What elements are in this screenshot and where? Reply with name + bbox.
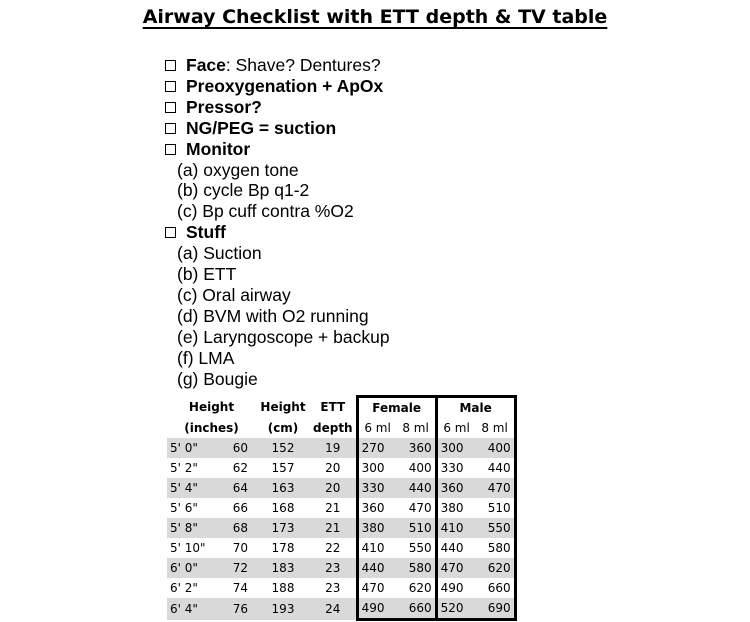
checklist bbox=[165, 55, 390, 390]
checklist-item-pressor bbox=[165, 97, 390, 118]
header-female: Female bbox=[357, 397, 436, 419]
table-header-row bbox=[167, 397, 515, 419]
height-feet-cell: 5' 2" bbox=[167, 458, 209, 478]
monitor-label: Monitor bbox=[186, 138, 251, 159]
male-8ml-cell: 580 bbox=[476, 538, 516, 558]
table-row bbox=[167, 438, 515, 458]
header-depth: depth bbox=[313, 421, 353, 435]
monitor-subitem: (b) cycle Bp q1-2 bbox=[177, 180, 310, 201]
ett-depth-cell: 19 bbox=[310, 438, 357, 458]
header-cm: (cm) bbox=[267, 421, 299, 435]
stuff-subitem: (b) ETT bbox=[177, 264, 237, 285]
checklist-item-preoxygenation bbox=[165, 76, 390, 97]
male-8ml-cell: 690 bbox=[476, 598, 516, 620]
male-6ml-cell: 300 bbox=[436, 438, 476, 458]
male-8ml-cell: 550 bbox=[476, 518, 516, 538]
female-8ml-cell: 510 bbox=[397, 518, 437, 538]
table-row bbox=[167, 518, 515, 538]
male-6ml-cell: 330 bbox=[436, 458, 476, 478]
female-6ml-cell: 470 bbox=[357, 578, 397, 598]
female-6ml-cell: 440 bbox=[357, 558, 397, 578]
stuff-label: Stuff bbox=[186, 222, 226, 243]
height-cm-cell: 183 bbox=[256, 558, 310, 578]
header-male-6ml: 6 ml bbox=[443, 421, 470, 435]
female-6ml-cell: 270 bbox=[357, 438, 397, 458]
checkbox-stuff[interactable] bbox=[165, 227, 176, 238]
female-6ml-cell: 380 bbox=[357, 518, 397, 538]
female-8ml-cell: 660 bbox=[397, 598, 437, 620]
page-title: Airway Checklist with ETT depth & TV table bbox=[142, 6, 608, 28]
table-row bbox=[167, 578, 515, 598]
table-row bbox=[167, 478, 515, 498]
height-inches-cell: 62 bbox=[209, 458, 256, 478]
male-8ml-cell: 660 bbox=[476, 578, 516, 598]
height-inches-cell: 64 bbox=[209, 478, 256, 498]
male-8ml-cell: 470 bbox=[476, 478, 516, 498]
male-8ml-cell: 510 bbox=[476, 498, 516, 518]
stuff-subitem: (f) LMA bbox=[177, 347, 235, 368]
height-feet-cell: 5' 0" bbox=[167, 438, 209, 458]
female-6ml-cell: 330 bbox=[357, 478, 397, 498]
height-cm-cell: 193 bbox=[256, 598, 310, 620]
male-8ml-cell: 400 bbox=[476, 438, 516, 458]
ett-tv-table bbox=[167, 395, 517, 621]
checklist-item-ng-peg bbox=[165, 118, 390, 139]
monitor-subitem: (c) Bp cuff contra %O2 bbox=[177, 201, 354, 222]
female-6ml-cell: 300 bbox=[357, 458, 397, 478]
height-inches-cell: 72 bbox=[209, 558, 256, 578]
female-8ml-cell: 550 bbox=[397, 538, 437, 558]
table-row bbox=[167, 598, 515, 620]
checkbox-face[interactable] bbox=[165, 60, 176, 71]
male-8ml-cell: 440 bbox=[476, 458, 516, 478]
ett-depth-cell: 20 bbox=[310, 458, 357, 478]
table-row bbox=[167, 498, 515, 518]
ng-peg-label: NG/PEG = suction bbox=[186, 117, 337, 138]
monitor-subitem: (a) oxygen tone bbox=[177, 159, 299, 180]
header-ett: ETT bbox=[320, 400, 346, 415]
table-row bbox=[167, 458, 515, 478]
height-feet-cell: 5' 10" bbox=[167, 538, 209, 558]
face-detail: : Shave? Dentures? bbox=[225, 55, 381, 75]
male-8ml-cell: 620 bbox=[476, 558, 516, 578]
male-6ml-cell: 440 bbox=[436, 538, 476, 558]
male-6ml-cell: 410 bbox=[436, 518, 476, 538]
female-8ml-cell: 440 bbox=[397, 478, 437, 498]
height-feet-cell: 6' 4" bbox=[167, 598, 209, 620]
header-male-8ml: 8 ml bbox=[476, 418, 516, 438]
height-cm-cell: 152 bbox=[256, 438, 310, 458]
height-inches-cell: 76 bbox=[209, 598, 256, 620]
checkbox-monitor[interactable] bbox=[165, 144, 176, 155]
female-6ml-cell: 360 bbox=[357, 498, 397, 518]
female-8ml-cell: 580 bbox=[397, 558, 437, 578]
pressor-label: Pressor? bbox=[186, 96, 262, 117]
checkbox-preoxygenation[interactable] bbox=[165, 81, 176, 92]
height-cm-cell: 188 bbox=[256, 578, 310, 598]
ett-depth-cell: 22 bbox=[310, 538, 357, 558]
stuff-subitem: (g) Bougie bbox=[177, 368, 258, 389]
ett-depth-cell: 21 bbox=[310, 498, 357, 518]
height-cm-cell: 178 bbox=[256, 538, 310, 558]
stuff-subitem: (d) BVM with O2 running bbox=[177, 305, 369, 326]
header-inches: (inches) bbox=[184, 421, 239, 435]
header-male: Male bbox=[436, 397, 515, 419]
ett-depth-cell: 20 bbox=[310, 478, 357, 498]
ett-depth-cell: 24 bbox=[310, 598, 357, 620]
male-6ml-cell: 470 bbox=[436, 558, 476, 578]
male-6ml-cell: 360 bbox=[436, 478, 476, 498]
ett-depth-cell: 23 bbox=[310, 558, 357, 578]
header-height: Height bbox=[188, 400, 235, 415]
header-female-6ml: 6 ml bbox=[357, 418, 397, 438]
height-cm-cell: 168 bbox=[256, 498, 310, 518]
height-inches-cell: 66 bbox=[209, 498, 256, 518]
table-row bbox=[167, 558, 515, 578]
ett-depth-cell: 23 bbox=[310, 578, 357, 598]
height-feet-cell: 5' 4" bbox=[167, 478, 209, 498]
height-inches-cell: 70 bbox=[209, 538, 256, 558]
height-cm-cell: 157 bbox=[256, 458, 310, 478]
table-row bbox=[167, 538, 515, 558]
height-inches-cell: 74 bbox=[209, 578, 256, 598]
table-subheader-row bbox=[167, 418, 515, 438]
female-8ml-cell: 470 bbox=[397, 498, 437, 518]
stuff-subitem: (a) Suction bbox=[177, 243, 262, 264]
male-6ml-cell: 520 bbox=[436, 598, 476, 620]
male-6ml-cell: 490 bbox=[436, 578, 476, 598]
checkbox-ng-peg[interactable] bbox=[165, 123, 176, 134]
height-inches-cell: 68 bbox=[209, 518, 256, 538]
stuff-subitem: (e) Laryngoscope + backup bbox=[177, 326, 390, 347]
face-label: Face bbox=[186, 55, 226, 75]
ett-depth-cell: 21 bbox=[310, 518, 357, 538]
female-6ml-cell: 490 bbox=[357, 598, 397, 620]
male-6ml-cell: 380 bbox=[436, 498, 476, 518]
height-feet-cell: 6' 2" bbox=[167, 578, 209, 598]
height-inches-cell: 60 bbox=[209, 438, 256, 458]
female-8ml-cell: 620 bbox=[397, 578, 437, 598]
female-8ml-cell: 360 bbox=[397, 438, 437, 458]
stuff-subitem: (c) Oral airway bbox=[177, 284, 291, 305]
height-feet-cell: 5' 6" bbox=[167, 498, 209, 518]
header-female-8ml: 8 ml bbox=[397, 418, 437, 438]
female-8ml-cell: 400 bbox=[397, 458, 437, 478]
height-cm-cell: 163 bbox=[256, 478, 310, 498]
checklist-item-monitor bbox=[165, 139, 390, 160]
checkbox-pressor[interactable] bbox=[165, 102, 176, 113]
height-feet-cell: 6' 0" bbox=[167, 558, 209, 578]
preoxygenation-label: Preoxygenation + ApOx bbox=[186, 75, 384, 96]
female-6ml-cell: 410 bbox=[357, 538, 397, 558]
header-height-cm: Height bbox=[260, 400, 306, 415]
checklist-item-stuff bbox=[165, 222, 390, 243]
height-cm-cell: 173 bbox=[256, 518, 310, 538]
checklist-item-face bbox=[165, 55, 390, 76]
height-feet-cell: 5' 8" bbox=[167, 518, 209, 538]
